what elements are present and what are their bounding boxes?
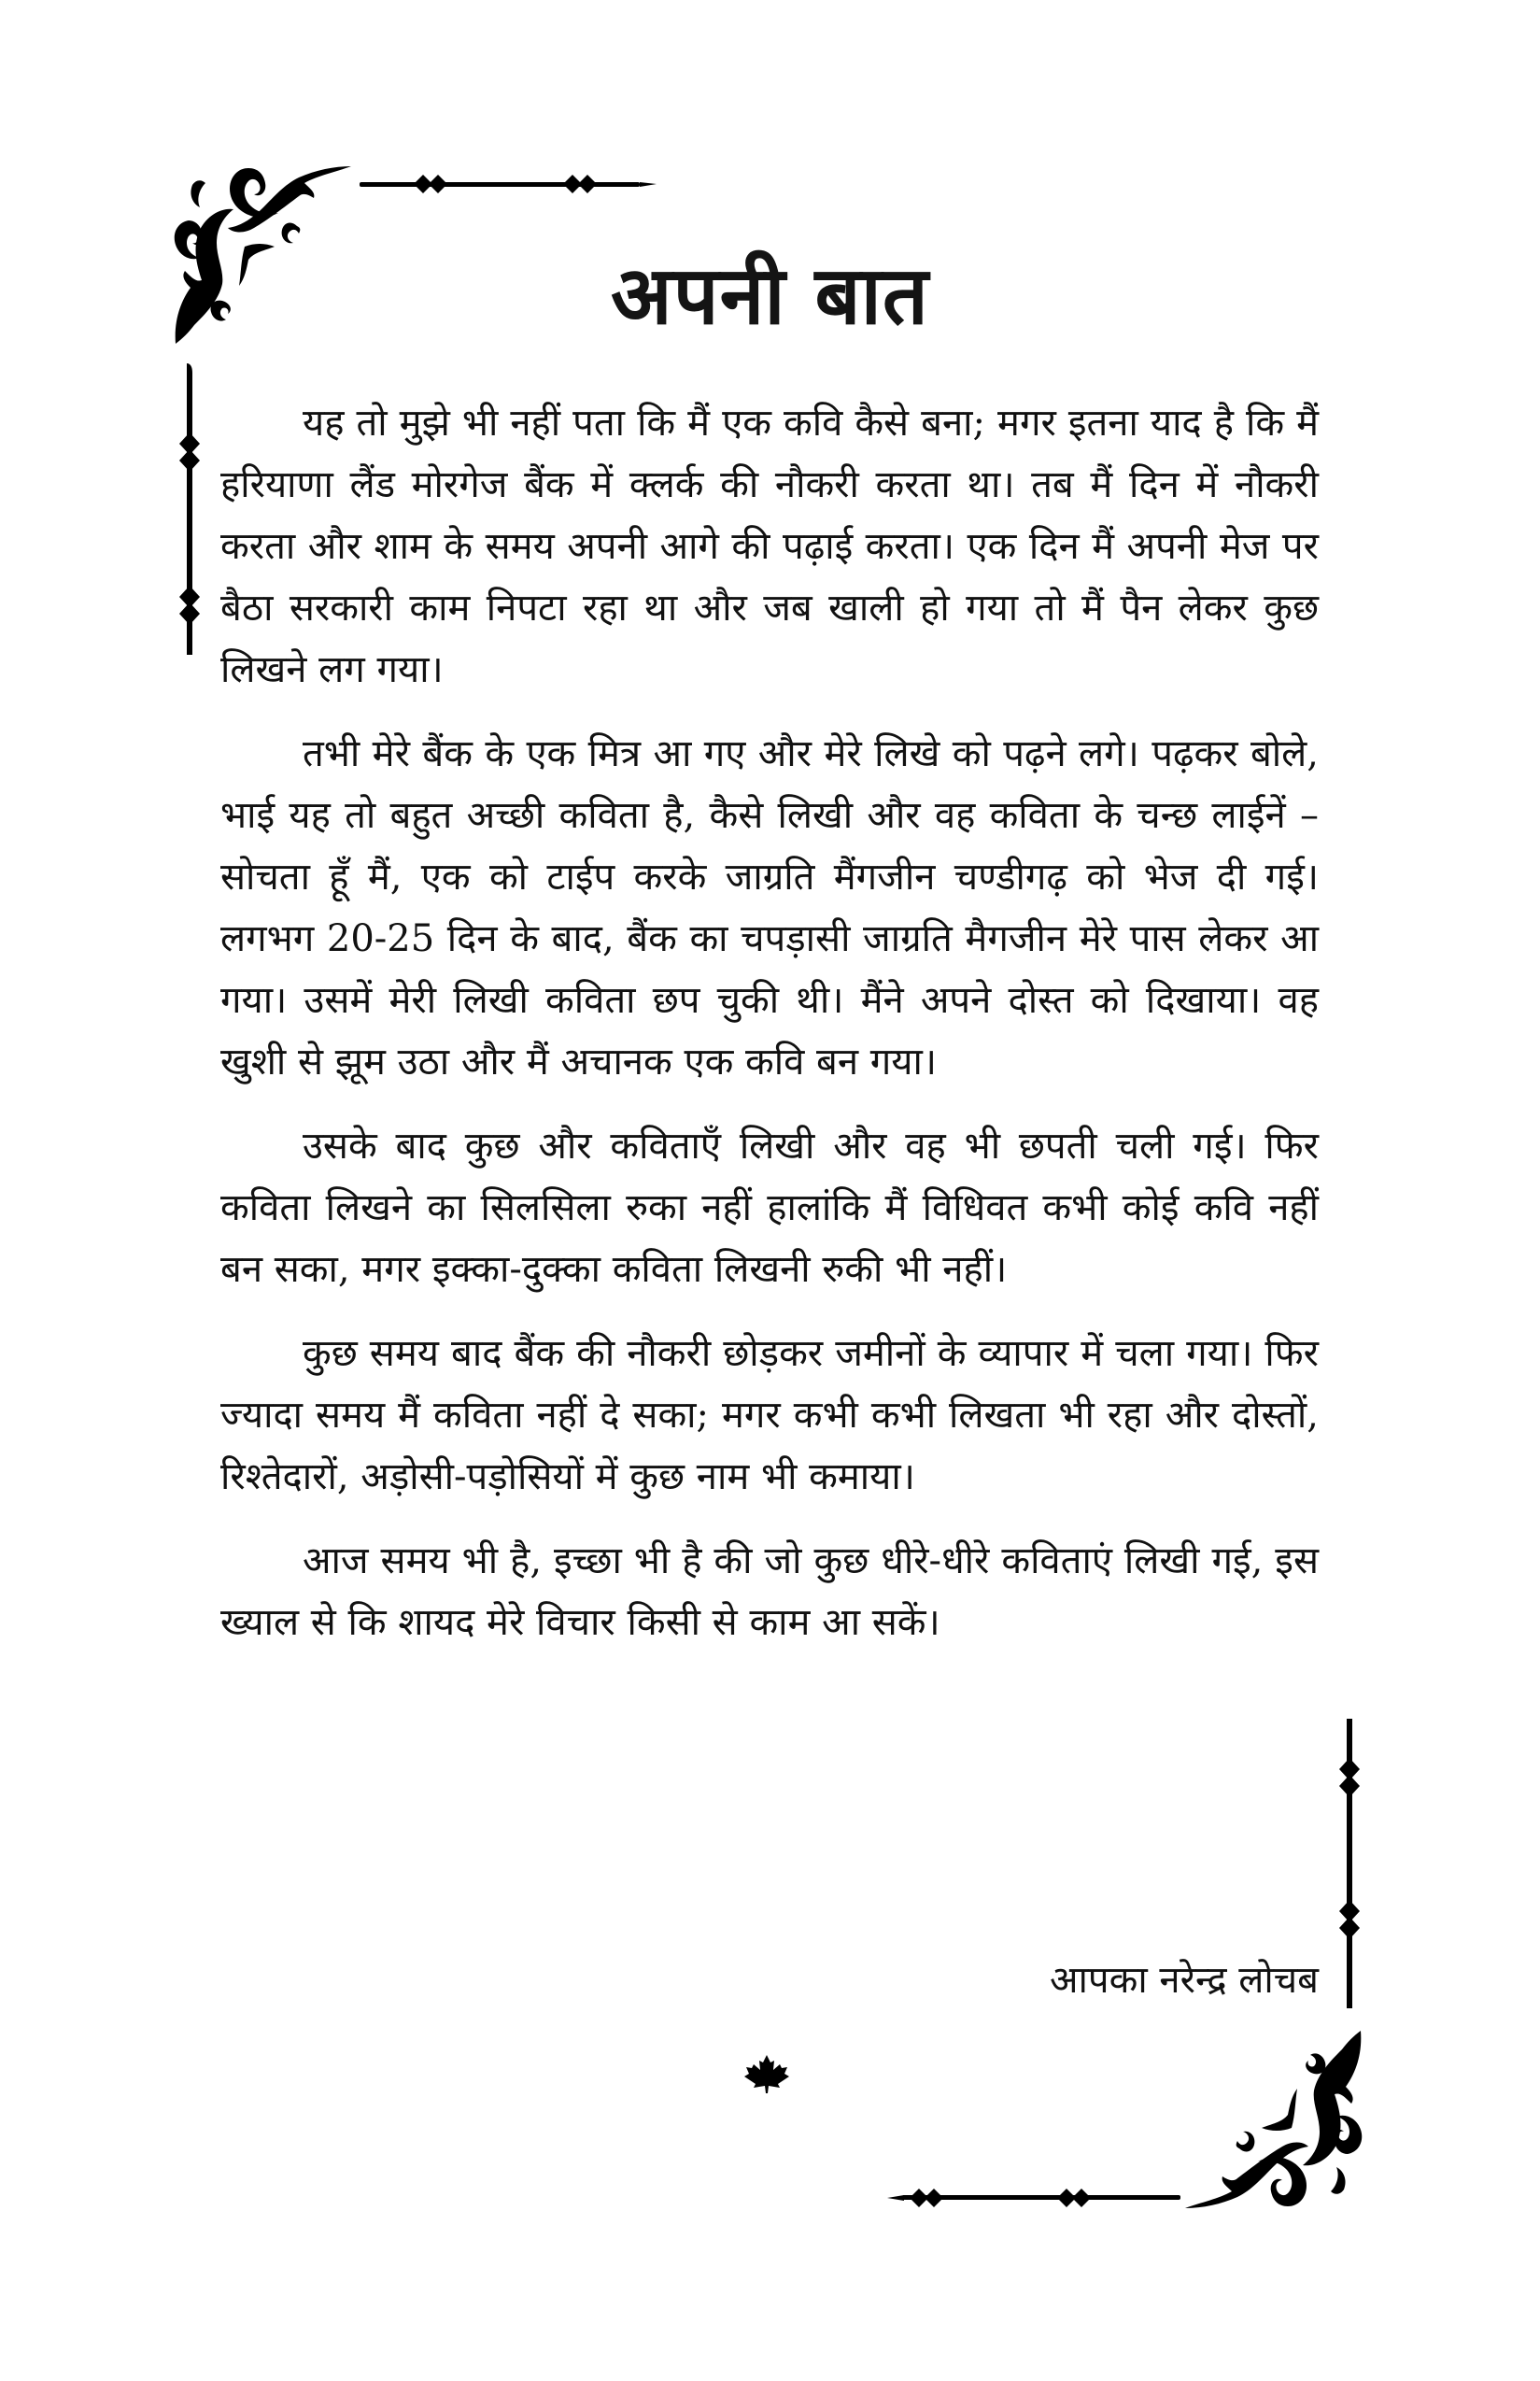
diamond-bar-icon [1335, 1719, 1363, 2008]
maple-leaf-icon [742, 2053, 791, 2094]
paragraph: उसके बाद कुछ और कविताएँ लिखी और वह भी छपती चली गई। फिर कविता लिखने का सिलसिला रुका नहीं हालांकि मैं विधिवत कभी कोई कवि नहीं बन सका, मगर इक्का-दुक्का कविता लिखनी रुकी भी नहीं। [220, 1125, 1319, 1291]
body-text [220, 392, 1319, 1676]
diamond-bar-icon [176, 358, 204, 661]
paragraph: यह तो मुझे भी नहीं पता कि मैं एक कवि कैसे बना; मगर इतना याद है कि मैं हरियाणा लैंड मोरगेज बैंक में क्लर्क की नौकरी करता था। तब मैं दिन में नौकरी करता और शाम के समय अपनी आगे की पढ़ाई करता। एक दिन मैं अपनी मेज पर बैठा सरकारी काम निपटा रहा था और जब खाली हो गया तो मैं पैन लेकर कुछ लिखने लग गया। [220, 402, 1319, 691]
paragraph: तभी मेरे बैंक के एक मित्र आ गए और मेरे लिखे को पढ़ने लगे। पढ़कर बोले, भाई यह तो बहुत अच्छी कविता है, कैसे लिखी और वह कविता के चन्छ लाईनें – सोचता हूँ मैं, एक को टाईप करके जाग्रति मैंगजीन चण्डीगढ़ को भेज दी गई। लगभग 20-25 दिन के बाद, बैंक का चपड़ासी जाग्रति मैगजीन मेरे पास लेकर आ गया। उसमें मेरी लिखी कविता छप चुकी थी। मैंने अपने दोस्त को दिखाया। वह खुशी से झूम उठा और मैं अचानक एक कवि बन गया। [220, 732, 1319, 1084]
page-title: अपनी बात [611, 249, 929, 343]
diamond-rule-icon [360, 170, 658, 198]
diamond-rule-icon [885, 2184, 1184, 2212]
paragraph: आज समय भी है, इच्छा भी है की जो कुछ धीरे-धीरे कविताएं लिखी गई, इस ख्याल से कि शायद मेरे विचार किसी से काम आ सकें। [220, 1539, 1319, 1644]
paragraph: कुछ समय बाद बैंक की नौकरी छोड़कर जमीनों के व्यापार में चला गया। फिर ज्यादा समय मैं कविता नहीं दे सका; मगर कभी कभी लिखता भी रहा और दोस्तों, रिश्तेदारों, अड़ोसी-पड़ोसियों में कुछ नाम भी कमाया। [220, 1332, 1319, 1498]
floral-corner-icon [1181, 2027, 1368, 2214]
author-signature: आपका नरेन्द्र लोचब [1050, 1959, 1319, 2002]
